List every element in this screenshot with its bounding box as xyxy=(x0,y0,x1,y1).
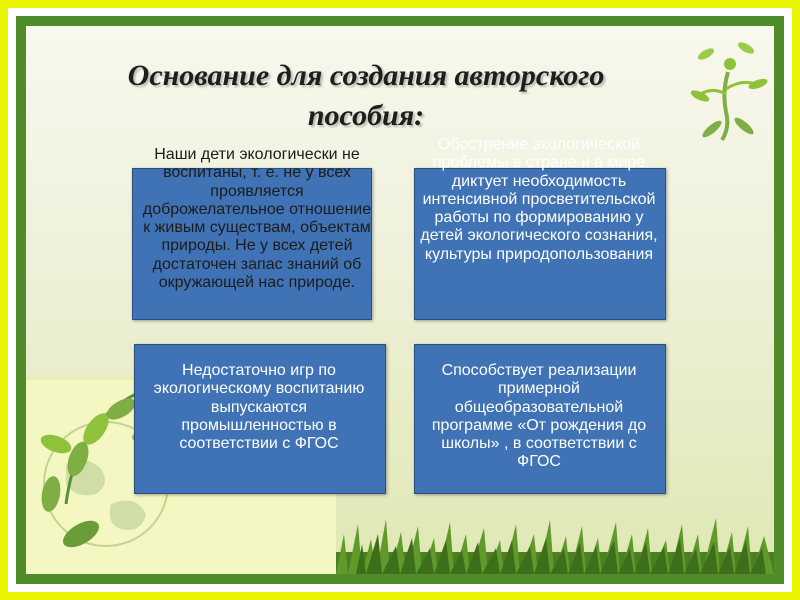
reason-text-bottom-right: Способствует реализации примерной общеобразовательной программе «От рождения до школы» , в соответствии с ФГОС xyxy=(431,362,647,471)
reason-text-top-right: Обострение экологической проблемы в стране и в мире диктует необходимость интенсивной просветительской работы по формированию у детей экологического сознания, культуры природопользования xyxy=(420,136,658,263)
page-title: Основание для создания авторского пособия: xyxy=(127,59,605,132)
grass-decoration xyxy=(26,504,774,574)
slide-canvas xyxy=(26,26,774,574)
reason-text-top-left: Наши дети экологически не воспитаны, т. е. не у всех проявляется доброжелательное отношение к живым существам, объектам природы. Не у всех детей достаточен запас знаний об окружающей нас природе. xyxy=(142,146,372,292)
leaf-figure-icon xyxy=(686,34,772,144)
reason-text-bottom-left: Недостаточно игр по экологическому воспитанию выпускаются промышленностью в соответствии с ФГОС xyxy=(153,362,365,453)
